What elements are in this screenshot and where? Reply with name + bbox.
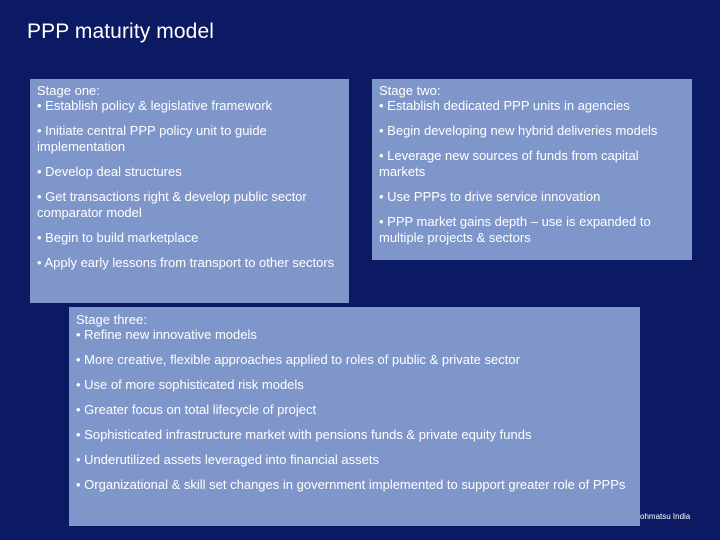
stage-two-list: [379, 98, 684, 246]
stage-one-item: • Initiate central PPP policy unit to guide implementation: [37, 123, 267, 154]
stage-three-item: • Underutilized assets leveraged into financial assets: [76, 452, 379, 467]
stage-one-item: • Develop deal structures: [37, 164, 182, 179]
stage-two-item: • Leverage new sources of funds from capital markets: [379, 148, 639, 179]
stage-one-list: [37, 98, 341, 271]
stage-two-item: • Begin developing new hybrid deliveries models: [379, 123, 658, 138]
stage-one-title: Stage one:: [37, 83, 100, 98]
stage-two-title: Stage two:: [379, 83, 441, 98]
stage-three-item: • More creative, flexible approaches applied to roles of public & private sector: [76, 352, 520, 367]
stage-one-item: • Get transactions right & develop public sector comparator model: [37, 189, 307, 220]
footer-credit: ohmatsu India: [640, 512, 691, 521]
stage-two-box: [372, 79, 692, 260]
stage-one-item: • Establish policy & legislative framework: [37, 98, 273, 113]
stage-three-list: [76, 327, 632, 493]
stage-three-item: • Refine new innovative models: [76, 327, 257, 342]
stage-three-item: • Organizational & skill set changes in government implemented to support greater role of PPPs: [76, 477, 626, 492]
stage-three-box: [69, 307, 640, 526]
stage-three-item: • Use of more sophisticated risk models: [76, 377, 304, 392]
stage-three-title: Stage three:: [76, 312, 147, 327]
stage-three-item: • Sophisticated infrastructure market with pensions funds & private equity funds: [76, 427, 532, 442]
stage-one-item: • Begin to build marketplace: [37, 230, 199, 245]
slide-title: PPP maturity model: [27, 20, 214, 43]
stage-three-item: • Greater focus on total lifecycle of project: [76, 402, 317, 417]
stage-one-box: [30, 79, 349, 303]
stage-two-item: • Establish dedicated PPP units in agencies: [379, 98, 630, 113]
stage-two-item: • Use PPPs to drive service innovation: [379, 189, 601, 204]
stage-one-item: • Apply early lessons from transport to other sectors: [37, 255, 335, 270]
stage-two-item: • PPP market gains depth – use is expanded to multiple projects & sectors: [379, 214, 651, 245]
